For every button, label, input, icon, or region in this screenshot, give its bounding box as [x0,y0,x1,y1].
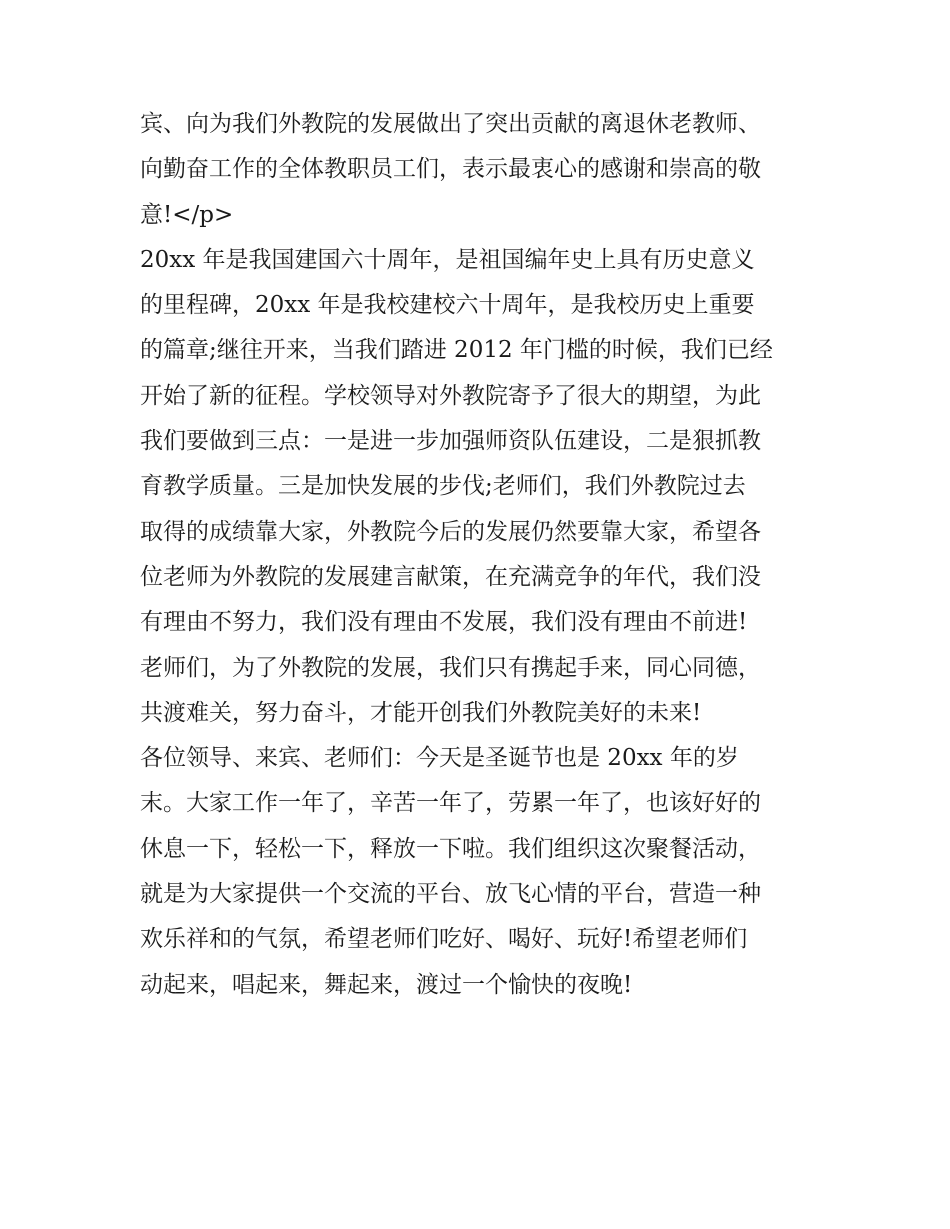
text-line: 宾、向为我们外教院的发展做出了突出贡献的离退休老教师、 [140,111,761,137]
text-line: 休息一下，轻松一下，释放一下啦。我们组织这次聚餐活动， [140,835,761,862]
text-line: 末。大家工作一年了，辛苦一年了，劳累一年了，也该好好的 [140,790,761,817]
text-line: 有理由不努力，我们没有理由不发展，我们没有理由不前进! [140,609,748,636]
text-line: 20xx 年是我国建国六十周年，是祖国编年史上具有历史意义 [140,246,755,273]
text-line: 动起来，唱起来，舞起来，渡过一个愉快的夜晚! [140,971,633,998]
text-line: 意!</p> [140,201,234,228]
text-line: 欢乐祥和的气氛，希望老师们吃好、喝好、玩好!希望老师们 [140,926,748,953]
text-line: 我们要做到三点：一是进一步加强师资队伍建设，二是狠抓教 [140,428,761,455]
text-line: 取得的成绩靠大家，外教院今后的发展仍然要靠大家，希望各 [140,518,761,545]
text-line: 共渡难关，努力奋斗，才能开创我们外教院美好的未来! [140,699,702,726]
text-line: 的里程碑，20xx 年是我校建校六十周年，是我校历史上重要 [140,292,755,319]
document-body [140,102,830,1008]
text-line: 向勤奋工作的全体教职员工们，表示最衷心的感谢和崇高的敬 [140,156,761,183]
text-line: 就是为大家提供一个交流的平台、放飞心情的平台，营造一种 [140,881,761,908]
text-line: 的篇章;继往开来，当我们踏进 2012 年门槛的时候，我们已经 [140,337,773,364]
text-line: 位老师为外教院的发展建言献策，在充满竞争的年代，我们没 [140,563,761,590]
text-line: 开始了新的征程。学校领导对外教院寄予了很大的期望，为此 [140,382,761,409]
text-line: 老师们，为了外教院的发展，我们只有携起手来，同心同德， [140,654,761,681]
text-line: 各位领导、来宾、老师们：今天是圣诞节也是 20xx 年的岁 [140,745,739,772]
text-line: 育教学质量。三是加快发展的步伐;老师们，我们外教院过去 [140,473,746,500]
